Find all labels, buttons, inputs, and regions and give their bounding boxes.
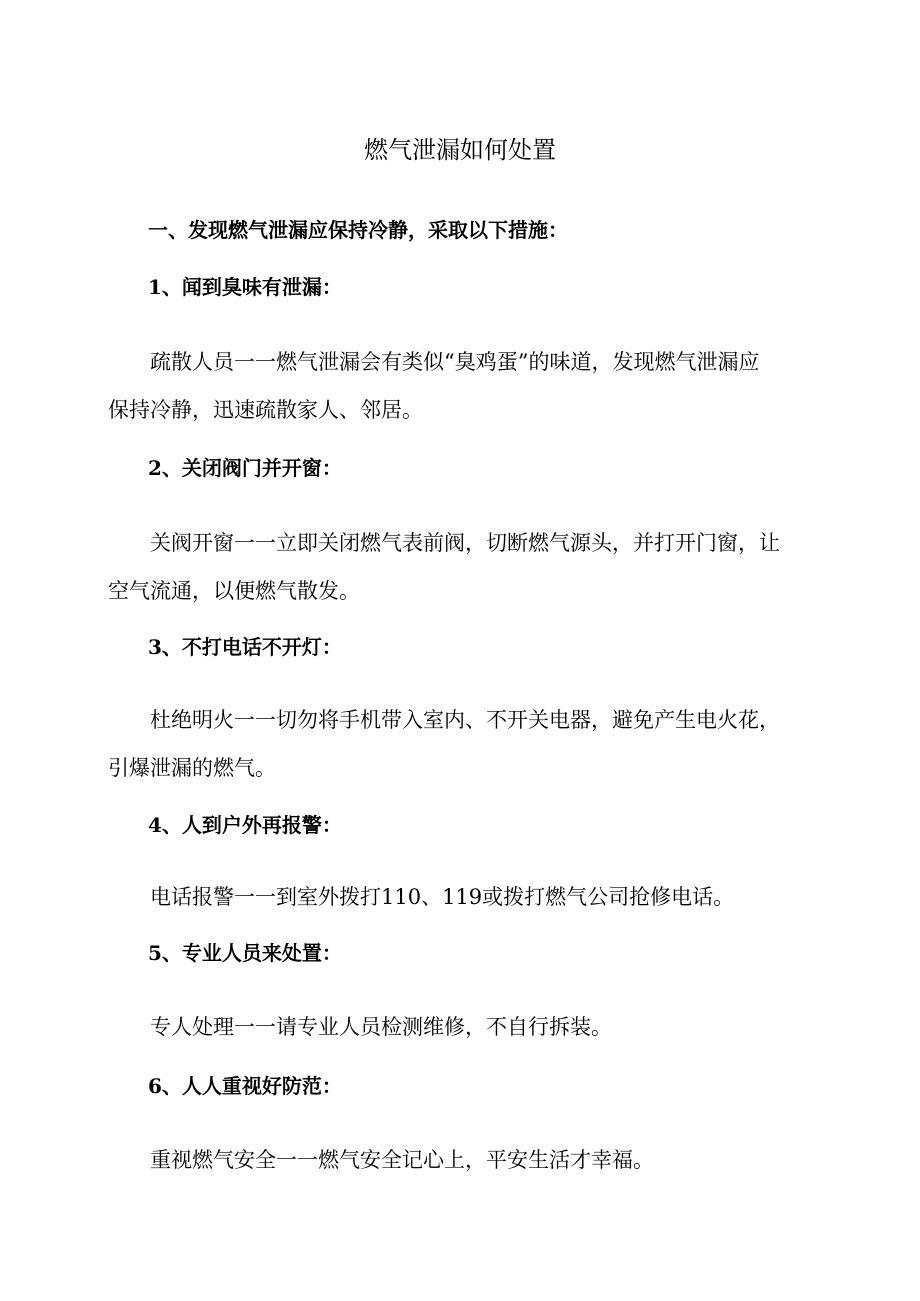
section-6-line-1: 重视燃气安全一一燃气安全记心上，平安生活才幸福。 bbox=[150, 1148, 654, 1172]
section-4-paragraph bbox=[108, 873, 808, 921]
section-2-paragraph bbox=[108, 519, 808, 615]
section-3-line-2: 引爆泄漏的燃气。 bbox=[108, 756, 276, 780]
section-6-heading: 6、人人重视好防范： bbox=[148, 1074, 342, 1098]
section-4-line-1: 电话报警一一到室外拨打110、119或拨打燃气公司抢修电话。 bbox=[150, 885, 735, 909]
intro-heading: 一、发现燃气泄漏应保持冷静，采取以下措施： bbox=[148, 218, 568, 242]
section-5-heading: 5、专业人员来处置： bbox=[148, 941, 342, 965]
section-2-line-1: 关阀开窗一一立即关闭燃气表前阀，切断燃气源头，并打开门窗，让 bbox=[150, 531, 780, 555]
section-6-paragraph bbox=[108, 1136, 808, 1184]
section-5-line-1: 专人处理一一请专业人员检测维修，不自行拆装。 bbox=[150, 1015, 612, 1039]
section-2-line-2: 空气流通，以便燃气散发。 bbox=[108, 579, 360, 603]
section-2-heading: 2、关闭阀门并开窗： bbox=[148, 456, 342, 480]
page-title: 燃气泄漏如何处置 bbox=[364, 136, 556, 164]
section-3-heading: 3、不打电话不开灯： bbox=[148, 635, 342, 659]
section-1-line-1: 疏散人员一一燃气泄漏会有类似“臭鸡蛋”的味道，发现燃气泄漏应 bbox=[150, 350, 760, 374]
section-4-heading: 4、人到户外再报警： bbox=[148, 813, 342, 837]
section-5-paragraph bbox=[108, 1003, 808, 1051]
section-1-paragraph bbox=[108, 338, 808, 434]
section-1-heading: 1、闻到臭味有泄漏： bbox=[148, 275, 342, 299]
section-3-paragraph bbox=[108, 696, 808, 792]
section-1-line-2: 保持冷静，迅速疏散家人、邻居。 bbox=[108, 398, 423, 422]
section-3-line-1: 杜绝明火一一切勿将手机带入室内、不开关电器，避免产生电火花， bbox=[150, 708, 780, 732]
